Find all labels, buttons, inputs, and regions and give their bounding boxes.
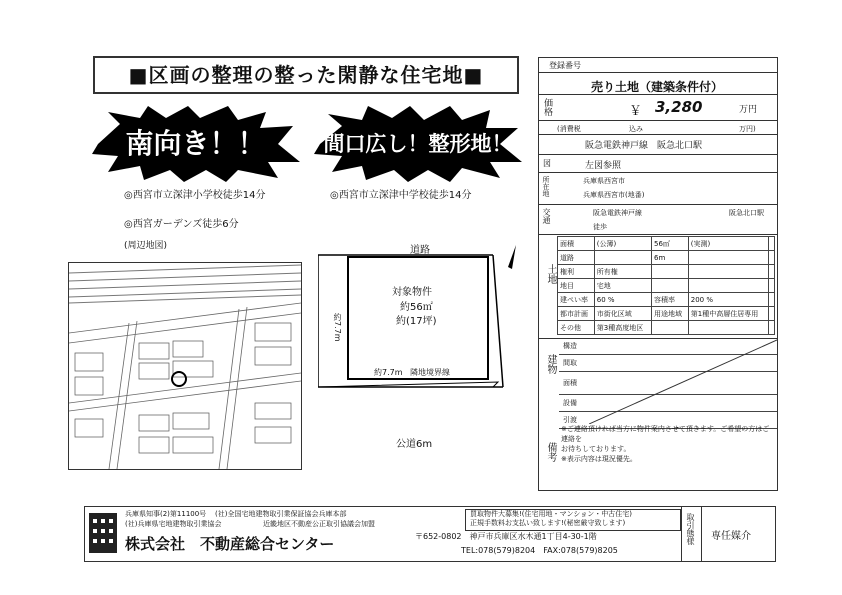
remark-line: お待ちしております。 <box>561 445 631 453</box>
building-logo-icon <box>89 513 117 553</box>
access-school1: ◎西宮市立深津小学校徒歩14分 <box>124 190 266 201</box>
land-grid-cell <box>769 293 775 307</box>
land-grid-cell <box>769 251 775 265</box>
land-grid-row <box>558 279 775 293</box>
burst-wide-frontage-text: 間口広し！整形地！ <box>323 132 513 156</box>
land-grid-row <box>558 293 775 307</box>
land-grid-cell: 市街化区域 <box>594 307 651 321</box>
building-row: 設備 <box>559 395 777 412</box>
agency-value: 専任媒介 <box>711 531 751 542</box>
building-label: 建物 <box>545 354 556 374</box>
transport-1: 阪急北口駅 <box>729 209 764 217</box>
land-grid-cell <box>688 279 769 293</box>
building-rows <box>559 338 777 429</box>
assoc2: (社)兵庫県宅地建物取引業協会 <box>125 520 222 528</box>
agency-label: 取引態様 <box>686 513 695 545</box>
land-grid-cell: 6m <box>652 251 689 265</box>
tax-row: (消費税 <box>557 125 581 133</box>
access-school2: ◎西宮市立深津中学校徒歩14分 <box>330 190 472 201</box>
building-row: 引渡 <box>559 412 777 429</box>
price-unit: 万円 <box>739 105 758 115</box>
land-grid-row <box>558 251 775 265</box>
tax-mid: 込み <box>629 125 643 133</box>
land-grid <box>557 236 775 335</box>
building-row: 面積 <box>559 372 777 395</box>
land-grid-cell: 面積 <box>558 237 595 251</box>
land-grid-cell: 60 % <box>594 293 651 307</box>
burst-wide-frontage <box>312 104 524 184</box>
land-grid-cell: 権利 <box>558 265 595 279</box>
map-ref: 左図参照 <box>585 161 622 171</box>
notice-line: 正規手数料お支払い致します!(秘密厳守致します) <box>470 519 626 527</box>
tax-unit: 万円) <box>739 125 756 133</box>
lot-area-tsubo: 約(17坪) <box>396 316 437 327</box>
land-grid-cell: 56㎡ <box>652 237 689 251</box>
area-map <box>68 262 302 470</box>
land-grid-row <box>558 307 775 321</box>
land-grid-cell <box>769 237 775 251</box>
title: 売り土地（建築条件付） <box>591 80 724 94</box>
land-grid-cell: 容積率 <box>652 293 689 307</box>
lot-frontage: 約7.7m <box>374 368 403 377</box>
land-grid-cell <box>769 307 775 321</box>
map-caption: (周辺地図) <box>124 241 168 251</box>
lot-neighbor: 隣地境界線 <box>410 368 450 377</box>
land-grid-cell <box>688 265 769 279</box>
line: 阪急電鉄神戸線 阪急北口駅 <box>585 141 703 151</box>
land-grid-cell <box>652 279 689 293</box>
land-grid-cell: 用途地域 <box>652 307 689 321</box>
land-grid-cell: その他 <box>558 321 595 335</box>
transport-label: 交通 <box>542 208 551 224</box>
land-grid-cell: 第1種中高層住居専用 <box>688 307 769 321</box>
notice-line: 買取物件大募集!(住宅用地・マンション・中古住宅) <box>470 510 632 518</box>
land-grid-cell: (公簿) <box>594 237 651 251</box>
land-grid-cell <box>652 321 689 335</box>
burst-south-facing <box>88 104 303 184</box>
transport-0: 阪急電鉄神戸線 <box>593 209 642 217</box>
price-label: 価格 <box>542 98 552 116</box>
land-grid-cell: 所有権 <box>594 265 651 279</box>
access-garden: ◎西宮ガーデンズ徒歩6分 <box>124 219 239 230</box>
addr2: 兵庫県西宮市(地番) <box>583 191 645 199</box>
registration-label: 登録番号 <box>549 61 581 70</box>
lot-area-sqm: 約56㎡ <box>400 302 433 313</box>
building-row: 間取 <box>559 355 777 372</box>
land-grid-cell: 都市計画 <box>558 307 595 321</box>
land-grid-cell: 道路 <box>558 251 595 265</box>
land-label: 土地 <box>545 264 556 284</box>
land-grid-cell: 200 % <box>688 293 769 307</box>
remark-line: ※ご連絡頂ければ当方に物件案内させて頂きます。ご希望の方はご連絡を <box>561 425 770 443</box>
footer <box>84 506 776 562</box>
headline-box <box>93 56 519 94</box>
land-grid-cell: 宅地 <box>594 279 651 293</box>
land-grid-cell <box>688 251 769 265</box>
lot-side: 約7.7m <box>333 313 342 342</box>
land-grid-cell: 第3種高度地区 <box>594 321 651 335</box>
remark-line: ※表示内容は現況優先。 <box>561 455 637 463</box>
burst-south-facing-text: 南向き！！ <box>125 127 266 160</box>
lot-road-top: 道路 <box>410 245 430 256</box>
headline: ■区画の整理の整った閑静な住宅地■ <box>128 63 484 87</box>
map-label: 図 <box>543 159 551 168</box>
lot-diagram <box>318 237 518 497</box>
company-name: 株式会社 不動産総合センター <box>125 535 335 553</box>
property-table <box>538 57 778 491</box>
company-address: 〒652-0802 神戸市兵庫区水木通1丁目4-30-1階 <box>415 532 597 541</box>
assoc3: 近畿地区不動産公正取引協議会加盟 <box>263 520 375 528</box>
land-grid-cell <box>769 279 775 293</box>
land-grid-cell <box>769 321 775 335</box>
land-grid-cell <box>769 265 775 279</box>
address-label: 所在地 <box>542 176 550 197</box>
land-grid-cell: 地目 <box>558 279 595 293</box>
land-grid-cell <box>688 321 769 335</box>
addr1: 兵庫県西宮市 <box>583 177 625 185</box>
remarks-label: 備考 <box>545 442 556 462</box>
land-grid-cell <box>594 251 651 265</box>
land-grid-row <box>558 321 775 335</box>
land-grid-row <box>558 237 775 251</box>
license: 兵庫県知事(2)第11100号 <box>125 510 207 518</box>
transport-2: 徒歩 <box>593 223 607 231</box>
remarks <box>561 424 775 464</box>
lot-public-road: 公道6m <box>396 439 433 450</box>
notice-box <box>465 509 681 531</box>
land-grid-cell: (実測) <box>688 237 769 251</box>
company-phone: TEL:078(579)8204 FAX:078(579)8205 <box>461 546 618 555</box>
land-grid-cell <box>652 265 689 279</box>
price-value: 3,280 <box>655 98 703 116</box>
land-grid-cell: 建ぺい率 <box>558 293 595 307</box>
assoc1: (社)全国宅地建物取引業保証協会兵庫本部 <box>215 510 347 518</box>
land-grid-row <box>558 265 775 279</box>
building-row: 構造 <box>559 338 777 355</box>
lot-label: 対象物件 <box>392 287 432 298</box>
price-yen: ￥ <box>629 104 643 119</box>
